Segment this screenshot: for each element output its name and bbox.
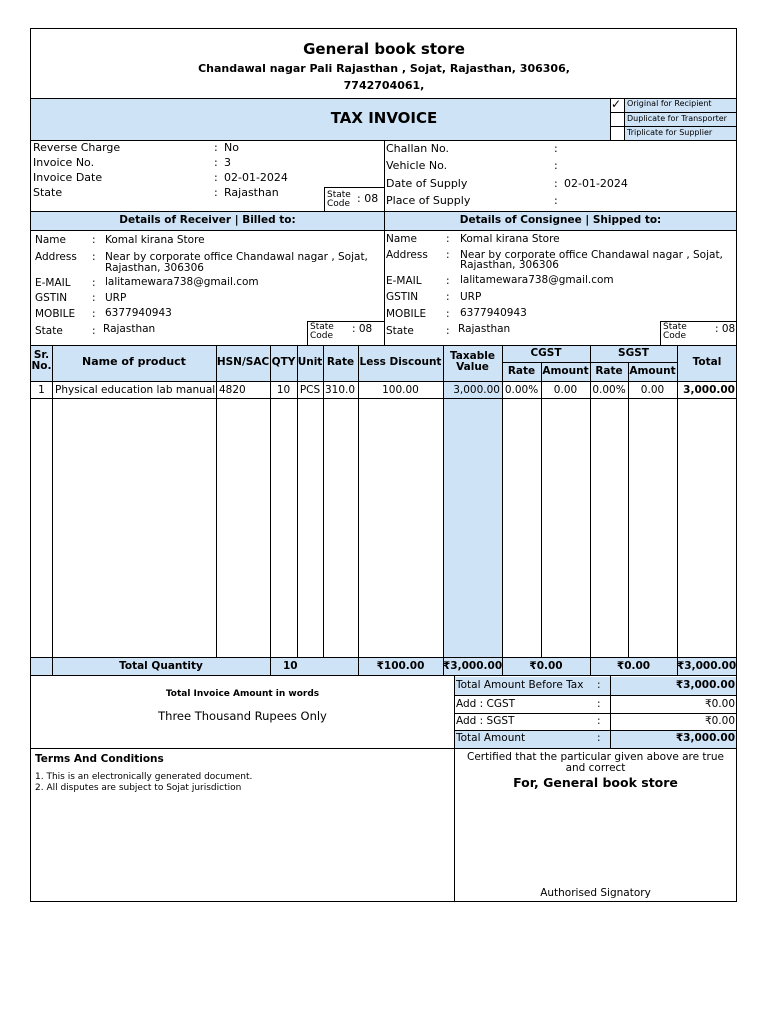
store-name: General book store: [303, 40, 465, 58]
receiver-name: Komal kirana Store: [105, 234, 205, 246]
colon: :: [214, 141, 218, 154]
colon: :: [597, 698, 601, 710]
state-code-label: State Code: [327, 190, 351, 209]
th-product: Name of product: [82, 355, 186, 368]
total-quantity-label: Total Quantity: [119, 660, 203, 672]
colon: :: [214, 186, 218, 199]
summary-sgst-label: Add : SGST: [456, 715, 515, 727]
th-cgst: CGST: [530, 347, 562, 359]
colon: :: [446, 308, 450, 320]
th-rate: Rate: [326, 356, 355, 368]
consignee-heading: Details of Consignee | Shipped to:: [459, 214, 662, 226]
receiver-gstin: URP: [105, 292, 127, 304]
consignee-gstin: URP: [460, 291, 482, 303]
th-qty: QTY: [271, 356, 296, 368]
store-phone: 7742704061,: [343, 79, 425, 92]
terms-line-2: 2. All disputes are subject to Sojat jurisdiction: [35, 783, 242, 793]
consignee-email: lalitamewara738@gmail.com: [460, 274, 614, 286]
receiver-address-label: Address: [35, 251, 77, 263]
th-total: Total: [692, 356, 722, 368]
invoice-no-value: 3: [224, 156, 231, 169]
receiver-email-label: E-MAIL: [35, 277, 71, 289]
summary-total: ₹3,000.00: [675, 732, 735, 744]
receiver-mobile: 6377940943: [105, 307, 172, 319]
th-taxable: Taxable Value: [450, 350, 495, 374]
colon: :: [92, 292, 96, 304]
receiver-state: Rajasthan: [103, 323, 156, 335]
consignee-mobile: 6377940943: [460, 307, 527, 319]
table-row-qty: 10: [276, 384, 291, 396]
consignee-address-line2: Rajasthan, 306306: [460, 259, 559, 271]
certified-line-1: Certified that the particular given above are true: [467, 751, 724, 763]
consignee-state-code: : 08: [715, 323, 736, 335]
colon: :: [554, 194, 558, 207]
receiver-name-label: Name: [35, 234, 66, 246]
colon: :: [597, 732, 601, 744]
colon: :: [92, 325, 96, 337]
receiver-state-code: : 08: [352, 323, 373, 335]
words-heading: Total Invoice Amount in words: [165, 689, 320, 699]
colon: :: [554, 177, 558, 190]
invoice-date-label: Invoice Date: [33, 171, 103, 184]
receiver-address-line2: Rajasthan, 306306: [105, 262, 204, 274]
table-row-total: 3,000.00: [683, 384, 735, 396]
table-row-taxable: 3,000.00: [453, 384, 500, 396]
consignee-address-label: Address: [386, 249, 428, 261]
receiver-address-line1: Near by corporate office Chandawal nagar , Sojat,: [105, 251, 368, 263]
th-discount: Less Discount: [359, 356, 442, 368]
colon: :: [92, 308, 96, 320]
colon: :: [92, 277, 96, 289]
vehicle-label: Vehicle No.: [386, 159, 448, 172]
th-sgst-amount: Amount: [629, 365, 676, 377]
colon: :: [214, 171, 218, 184]
consignee-state: Rajasthan: [458, 323, 511, 335]
table-row-product: Physical education lab manual: [55, 384, 216, 396]
summary-sgst: ₹0.00: [704, 715, 735, 727]
receiver-mobile-label: MOBILE: [35, 308, 76, 320]
summary-cgst-label: Add : CGST: [456, 698, 516, 710]
th-hsn: HSN/SAC: [216, 356, 270, 368]
invoice-date-value: 02-01-2024: [224, 171, 288, 184]
th-sgst-rate: Rate: [595, 365, 623, 377]
total-grand: ₹3,000.00: [677, 660, 737, 672]
consignee-state-label: State: [386, 325, 414, 337]
table-row-sr: 1: [38, 384, 45, 396]
date-supply-label: Date of Supply: [386, 177, 468, 190]
consignee-email-label: E-MAIL: [386, 275, 422, 287]
receiver-email: lalitamewara738@gmail.com: [105, 276, 259, 288]
colon: :: [92, 234, 96, 246]
state-value: Rajasthan: [224, 186, 279, 199]
terms-heading: Terms And Conditions: [35, 753, 164, 765]
terms-line-1: 1. This is an electronically generated document.: [35, 772, 253, 782]
consignee-gstin-label: GSTIN: [386, 291, 419, 303]
colon: :: [446, 325, 450, 337]
colon: :: [214, 156, 218, 169]
th-cgst-rate: Rate: [507, 365, 536, 377]
colon: :: [446, 275, 450, 287]
consignee-state-code-label: State Code: [663, 322, 687, 341]
store-address: Chandawal nagar Pali Rajasthan , Sojat, Rajasthan, 306306,: [198, 62, 570, 75]
th-sr: Sr. No.: [31, 349, 52, 373]
table-row-sgst-rate: 0.00%: [592, 384, 626, 396]
table-row-rate: 310.0: [325, 384, 356, 396]
table-row-cgst-amount: 0.00: [553, 384, 578, 396]
consignee-mobile-label: MOBILE: [386, 308, 427, 320]
certified-line-2: and correct: [565, 762, 626, 774]
state-label: State: [33, 186, 63, 199]
total-quantity-value: 10: [283, 660, 298, 672]
check-icon: ✓: [611, 97, 622, 111]
summary-before-tax-label: Total Amount Before Tax: [456, 679, 584, 691]
authorised-signatory: Authorised Signatory: [540, 887, 651, 899]
reverse-charge-label: Reverse Charge: [33, 141, 121, 154]
words-value: Three Thousand Rupees Only: [158, 709, 327, 723]
copy-original: Original for Recipient: [627, 99, 712, 108]
date-supply-value: 02-01-2024: [564, 177, 628, 190]
table-row-discount: 100.00: [382, 384, 419, 396]
table-row-sgst-amount: 0.00: [640, 384, 665, 396]
summary-cgst: ₹0.00: [704, 698, 735, 710]
challan-label: Challan No.: [386, 142, 449, 155]
colon: :: [554, 159, 558, 172]
colon: :: [446, 233, 450, 245]
th-sgst: SGST: [618, 347, 649, 359]
consignee-name: Komal kirana Store: [460, 233, 560, 245]
total-cgst: ₹0.00: [529, 660, 563, 672]
total-sgst: ₹0.00: [616, 660, 651, 672]
total-taxable: ₹3,000.00: [443, 660, 503, 672]
consignee-name-label: Name: [386, 233, 417, 245]
colon: :: [446, 291, 450, 303]
total-discount: ₹100.00: [376, 660, 425, 672]
reverse-charge-value: No: [224, 141, 239, 154]
state-code-value: : 08: [357, 192, 379, 205]
summary-total-label: Total Amount: [456, 732, 526, 744]
for-store: For, General book store: [513, 775, 678, 790]
table-row-cgst-rate: 0.00%: [504, 384, 539, 396]
invoice-no-label: Invoice No.: [33, 156, 95, 169]
colon: :: [554, 142, 558, 155]
colon: :: [92, 251, 96, 263]
invoice-title: TAX INVOICE: [330, 109, 438, 127]
summary-before-tax: ₹3,000.00: [675, 679, 735, 691]
receiver-heading: Details of Receiver | Billed to:: [119, 214, 296, 226]
th-unit: Unit: [297, 356, 323, 368]
colon: :: [597, 679, 601, 691]
colon: :: [446, 249, 450, 261]
colon: :: [597, 715, 601, 727]
copy-duplicate: Duplicate for Transporter: [627, 114, 727, 123]
table-row-hsn: 4820: [219, 384, 246, 396]
receiver-state-code-label: State Code: [310, 322, 334, 341]
copy-triplicate: Triplicate for Supplier: [627, 128, 713, 137]
receiver-state-label: State: [35, 325, 63, 337]
consignee-address-line1: Near by corporate office Chandawal nagar , Sojat,: [460, 249, 723, 261]
receiver-gstin-label: GSTIN: [35, 292, 68, 304]
place-supply-label: Place of Supply: [386, 194, 471, 207]
th-cgst-amount: Amount: [542, 365, 589, 377]
table-row-unit: PCS: [299, 384, 321, 396]
